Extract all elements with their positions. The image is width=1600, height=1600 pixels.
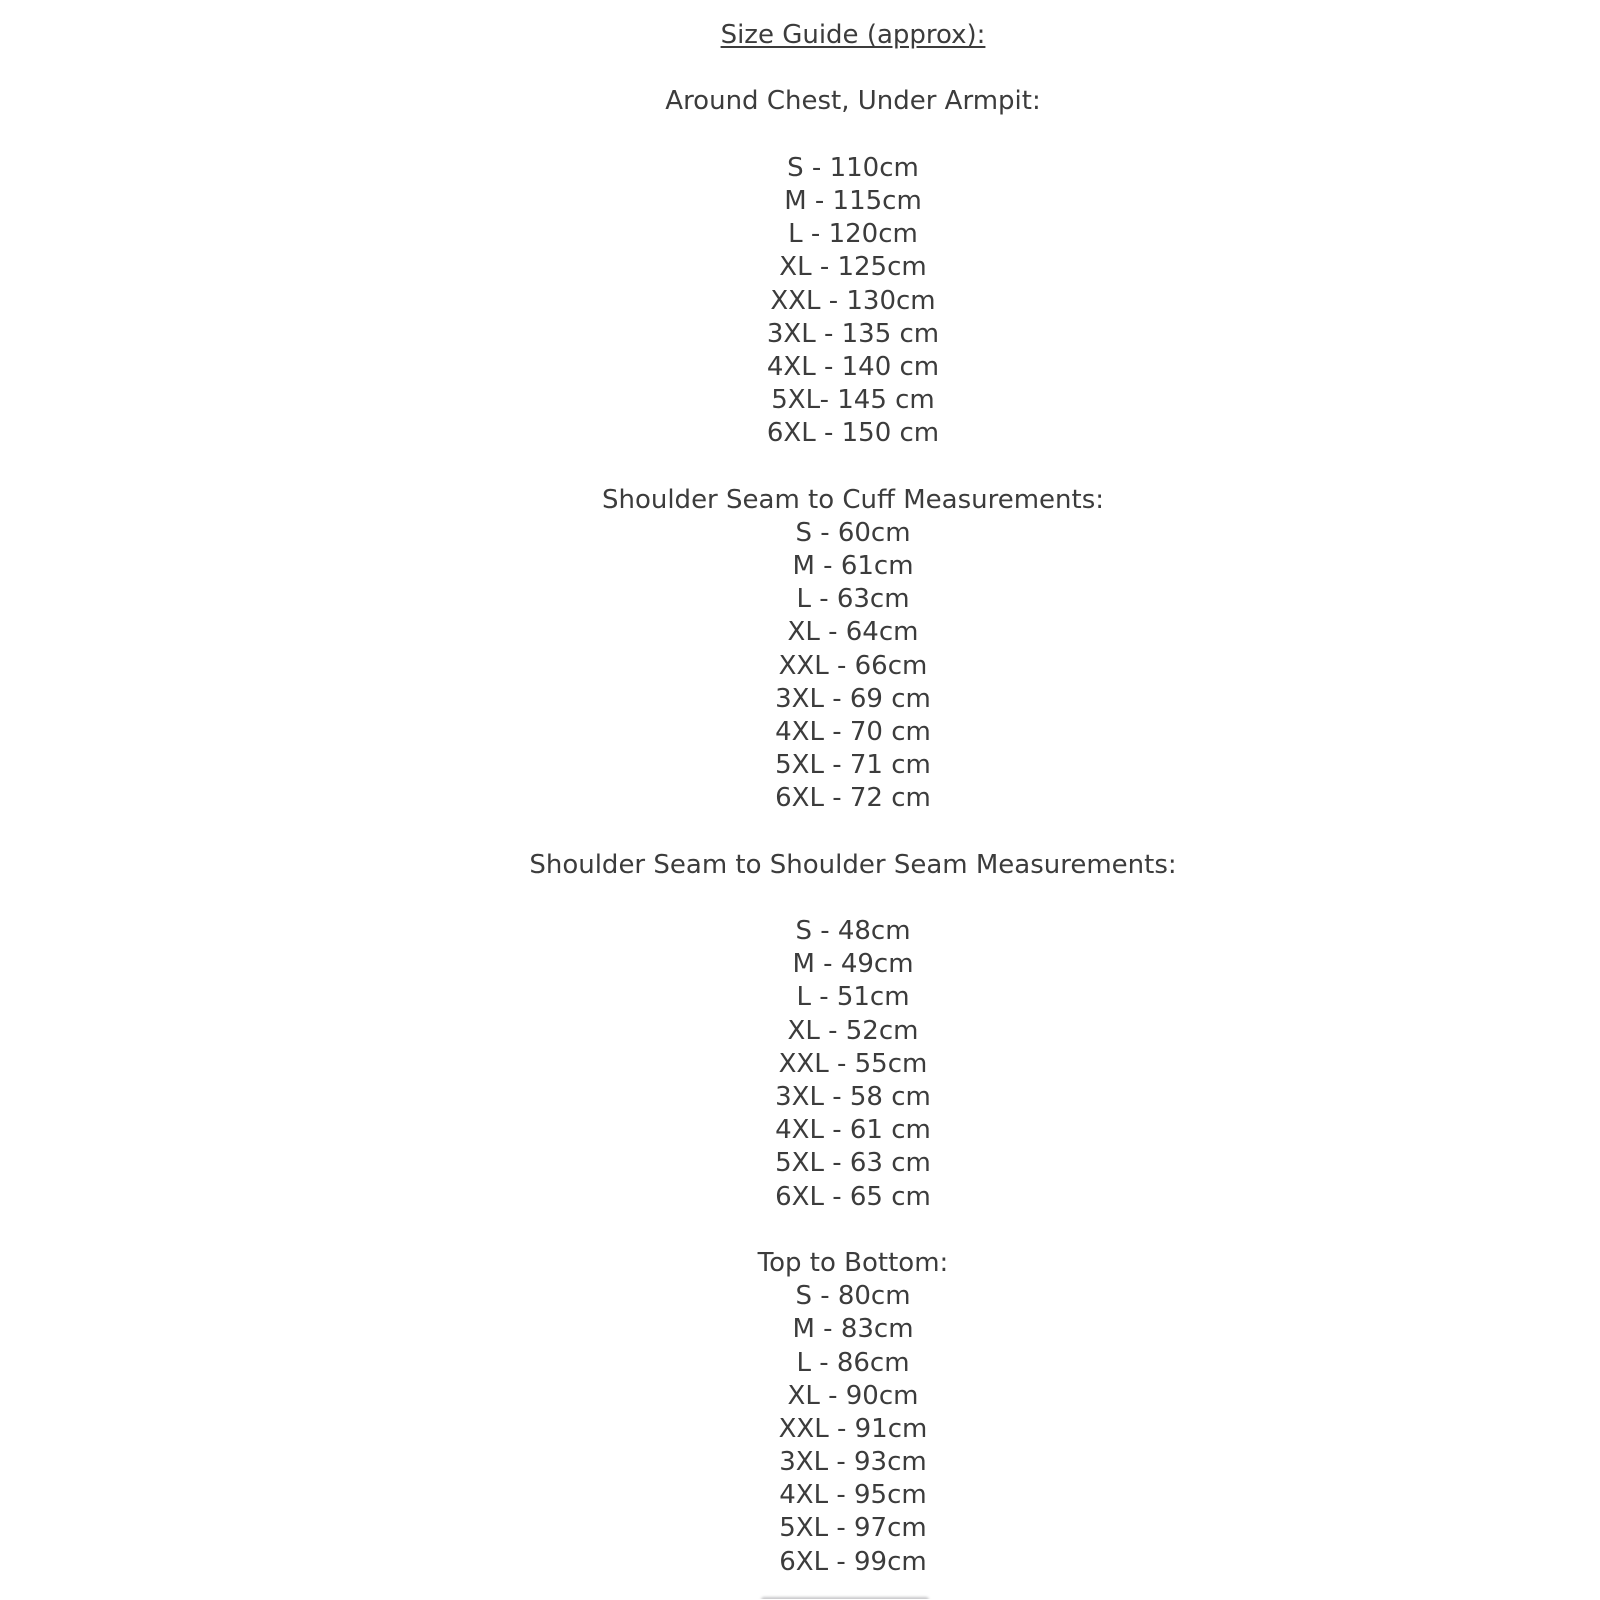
size-row: 3XL - 69 cm	[775, 683, 931, 714]
spacer	[53, 1214, 1600, 1247]
size-row: M - 83cm	[792, 1314, 914, 1345]
size-row: M - 115cm	[784, 185, 922, 216]
spacer	[53, 119, 1600, 152]
size-row: XL - 125cm	[779, 252, 927, 283]
size-row: 6XL - 72 cm	[775, 783, 931, 814]
cropped-text-smudge	[761, 1597, 929, 1599]
size-row: 3XL - 93cm	[779, 1447, 927, 1478]
size-row: 5XL - 71 cm	[775, 750, 931, 781]
size-row: S - 80cm	[795, 1281, 911, 1312]
size-row: 5XL - 97cm	[779, 1513, 927, 1544]
section-shoulder-to-shoulder	[53, 849, 1600, 1214]
size-row: M - 61cm	[792, 551, 914, 581]
size-row: 6XL - 65 cm	[775, 1181, 931, 1212]
size-row: XL - 64cm	[787, 617, 919, 648]
size-row: 4XL - 95cm	[779, 1480, 927, 1511]
size-row: XXL - 55cm	[778, 1048, 928, 1079]
spacer	[53, 882, 1600, 915]
section-around-chest	[53, 85, 1600, 450]
spacer	[53, 52, 1600, 85]
size-row: 4XL - 140 cm	[766, 351, 940, 382]
size-row: S - 110cm	[787, 152, 919, 183]
size-row: M - 49cm	[792, 949, 914, 980]
size-row: 3XL - 58 cm	[775, 1082, 931, 1112]
section-top-to-bottom	[53, 1247, 1600, 1579]
size-list-top-to-bottom	[53, 1280, 1600, 1579]
size-row: 4XL - 61 cm	[775, 1115, 931, 1146]
size-row: L - 63cm	[796, 584, 910, 615]
size-row: 5XL - 63 cm	[775, 1148, 931, 1179]
section-heading-top-to-bottom: Top to Bottom:	[757, 1247, 949, 1278]
size-row: L - 120cm	[788, 219, 918, 250]
size-row: XXL - 66cm	[778, 650, 928, 681]
section-heading-shoulder-to-cuff: Shoulder Seam to Cuff Measurements:	[601, 484, 1105, 515]
section-heading-around-chest: Around Chest, Under Armpit:	[665, 86, 1041, 117]
size-row: S - 48cm	[795, 916, 911, 947]
size-guide-document	[53, 0, 1600, 1599]
size-row: 4XL - 70 cm	[775, 716, 931, 747]
size-row: L - 51cm	[796, 982, 910, 1013]
size-row: 6XL - 99cm	[779, 1546, 927, 1577]
size-list-around-chest	[53, 152, 1600, 451]
size-row: S - 60cm	[795, 517, 911, 548]
size-row: 5XL- 145 cm	[771, 385, 935, 416]
section-shoulder-to-cuff	[53, 484, 1600, 816]
spacer	[53, 816, 1600, 849]
size-row: XL - 52cm	[787, 1015, 919, 1046]
page-title: Size Guide (approx):	[720, 20, 986, 50]
size-row: 3XL - 135 cm	[766, 318, 940, 349]
size-row: L - 86cm	[796, 1347, 910, 1378]
size-row: XL - 90cm	[787, 1380, 919, 1411]
cropped-next-line	[53, 1579, 1600, 1599]
size-list-shoulder-to-cuff	[53, 517, 1600, 816]
size-row: XXL - 130cm	[770, 285, 936, 316]
size-row: 6XL - 150 cm	[766, 418, 940, 449]
size-row: XXL - 91cm	[778, 1413, 928, 1444]
section-heading-shoulder-to-shoulder: Shoulder Seam to Shoulder Seam Measurements:	[529, 849, 1177, 880]
size-list-shoulder-to-shoulder	[53, 915, 1600, 1214]
spacer	[53, 450, 1600, 483]
